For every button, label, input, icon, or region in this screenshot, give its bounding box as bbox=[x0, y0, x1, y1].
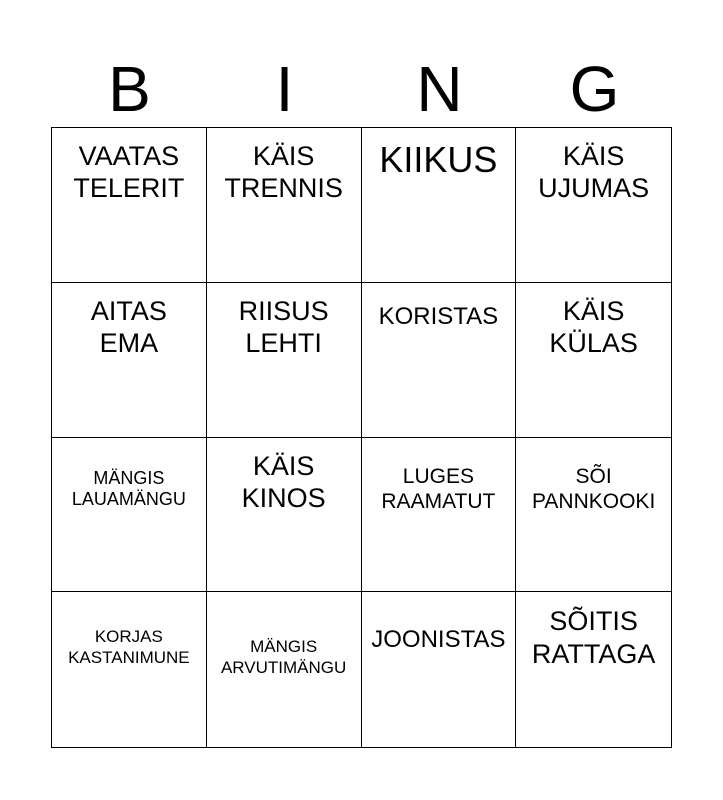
bingo-cell[interactable]: KORJAS KASTANIMUNE bbox=[52, 592, 207, 747]
bingo-cell[interactable]: KÄIS TRENNIS bbox=[207, 128, 362, 283]
bingo-cell[interactable]: KÄIS UJUMAS bbox=[516, 128, 671, 283]
bingo-cell[interactable]: LUGES RAAMATUT bbox=[362, 438, 517, 593]
bingo-cell[interactable]: KÄIS KINOS bbox=[207, 438, 362, 593]
header-letter-g: G bbox=[569, 53, 620, 125]
bingo-cell[interactable]: JOONISTAS bbox=[362, 592, 517, 747]
bingo-cell[interactable]: VAATAS TELERIT bbox=[52, 128, 207, 283]
bingo-cell[interactable]: MÄNGIS ARVUTIMÄNGU bbox=[207, 592, 362, 747]
bingo-cell[interactable]: KIIKUS bbox=[362, 128, 517, 283]
bingo-grid bbox=[51, 127, 672, 748]
bingo-cell[interactable]: MÄNGIS LAUAMÄNGU bbox=[52, 438, 207, 593]
bingo-cell[interactable]: SÕI PANNKOOKI bbox=[516, 438, 671, 593]
bingo-cell[interactable]: RIISUS LEHTI bbox=[207, 283, 362, 438]
header-letter-b: B bbox=[108, 53, 151, 125]
bingo-cell[interactable]: KÄIS KÜLAS bbox=[516, 283, 671, 438]
bingo-cell[interactable]: AITAS EMA bbox=[52, 283, 207, 438]
header-letter-n: N bbox=[416, 53, 463, 125]
header-letter-i: I bbox=[275, 53, 294, 125]
bingo-cell[interactable]: SÕITIS RATTAGA bbox=[531, 606, 656, 669]
bingo-cell[interactable]: KORISTAS bbox=[362, 283, 517, 438]
bingo-header bbox=[52, 50, 672, 128]
